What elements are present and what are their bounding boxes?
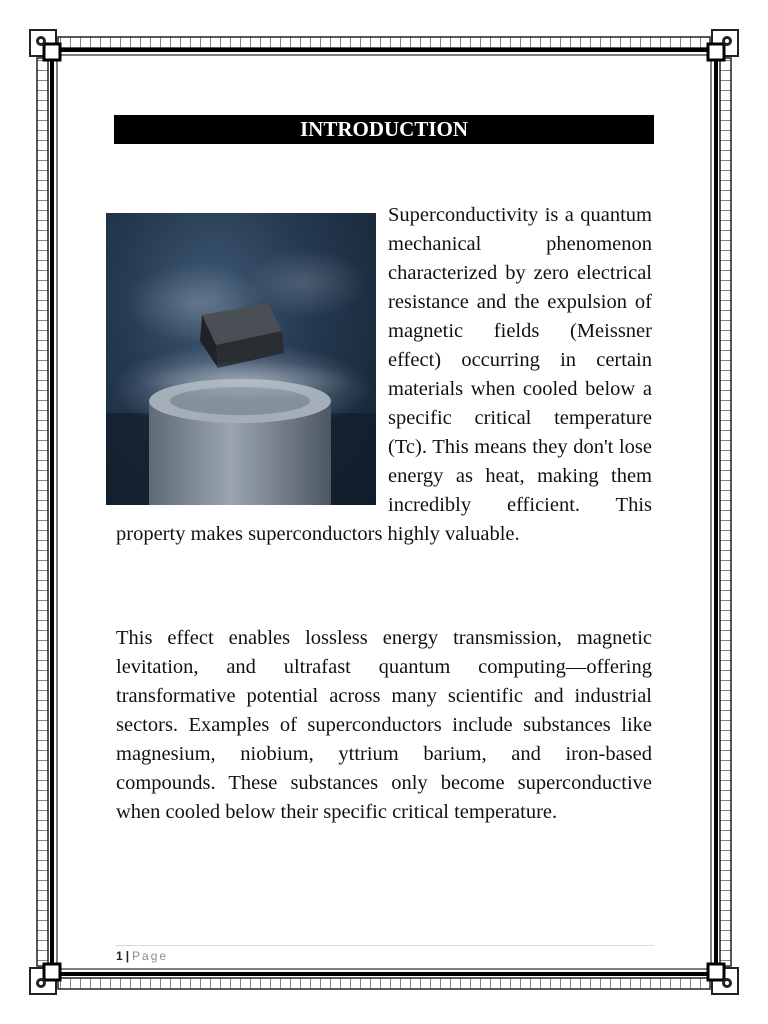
- footer-separator: |: [125, 949, 130, 963]
- intro-paragraph-2: This effect enables lossless energy transmission, magnetic levitation, and ultrafast quantum computing—offering transformative potential across many scientific and industrial sectors. Examples of superconductors include substances like magnesium, niobium, yttrium barium, and iron-based compounds. These substances only become superconductive when cooled below their specific critical temperature.: [116, 627, 652, 823]
- corner-ornament-bottom-left: [30, 964, 60, 994]
- corner-ornament-top-right: [708, 30, 738, 60]
- intro-paragraph-1: [116, 201, 652, 549]
- page-label: Page: [132, 949, 169, 963]
- paragraph-1-text: Superconductivity is a quantum mechanical phenomenon characterized by zero electrical resistance and the expulsion of magnetic fields (Meissner effect) occurring in certain materials when cooled below a specific critical temperature (Tc). This means they don't lose energy as heat, making them incredibly efficient. This property makes superconductors highly valuable.: [116, 204, 652, 545]
- page-number: 1: [116, 949, 123, 963]
- corner-ornament-bottom-right: [708, 964, 738, 994]
- footer-divider: [116, 945, 654, 946]
- levitation-photo: [106, 213, 376, 505]
- page-footer: [116, 948, 168, 964]
- corner-ornament-top-left: [30, 30, 60, 60]
- levitation-illustration: [106, 213, 376, 505]
- section-heading: INTRODUCTION: [114, 115, 654, 144]
